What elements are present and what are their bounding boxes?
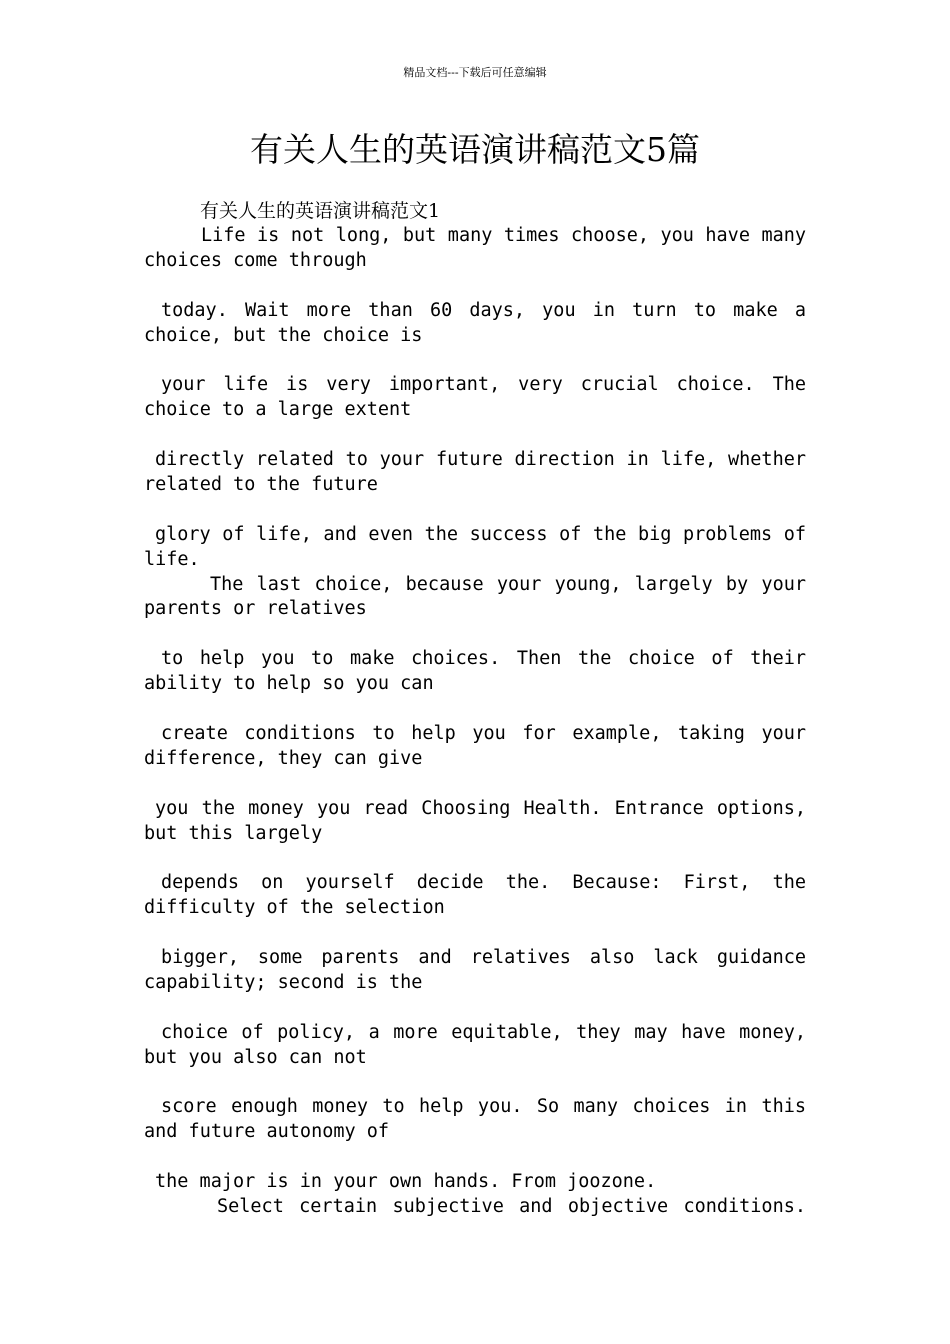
section-heading: 有关人生的英语演讲稿范文1 <box>200 200 441 222</box>
line-gap <box>144 423 806 448</box>
text-line: The last choice, because your young, largely by your <box>210 573 806 595</box>
text-line: choices come through <box>144 249 367 271</box>
text-line: capability; second is the <box>144 971 423 993</box>
text-line: directly related to your future direction in life, whether <box>155 449 806 471</box>
line-gap <box>144 348 806 373</box>
text-line: choice of policy, a more equitable, they may have money, <box>161 1021 806 1043</box>
text-line: choice, but the choice is <box>144 324 423 346</box>
line-gap <box>144 697 806 722</box>
line-gap <box>144 1071 806 1096</box>
text-line: and future autonomy of <box>144 1121 390 1143</box>
text-line: ability to help so you can <box>144 673 434 695</box>
text-line: today. Wait more than 60 days, you in turn to make a <box>161 299 806 321</box>
text-line: life. <box>144 548 200 570</box>
text-line: the major is in your own hands. From joozone. <box>155 1171 657 1193</box>
text-line: but this largely <box>144 822 323 844</box>
document-title: 有关人生的英语演讲稿范文5篇 <box>250 130 700 169</box>
line-gap <box>144 772 806 797</box>
line-gap <box>144 846 806 871</box>
text-line: difference, they can give <box>144 747 423 769</box>
document-body <box>144 199 806 1220</box>
line-gap <box>144 1145 806 1170</box>
line-gap <box>144 498 806 523</box>
line-gap <box>144 622 806 647</box>
line-gap <box>144 921 806 946</box>
text-line: but you also can not <box>144 1046 367 1068</box>
text-line: create conditions to help you for example, taking your <box>161 722 806 744</box>
text-line: depends on yourself decide the. Because: First, the <box>161 872 806 894</box>
line-gap <box>144 274 806 299</box>
text-line: choice to a large extent <box>144 399 412 421</box>
text-line: glory of life, and even the success of the big problems of <box>155 523 806 545</box>
text-line: related to the future <box>144 473 378 495</box>
text-line: Life is not long, but many times choose, you have many <box>201 224 806 246</box>
text-line: you the money you read Choosing Health. Entrance options, <box>155 797 806 819</box>
text-line: bigger, some parents and relatives also lack guidance <box>161 947 806 969</box>
text-line: to help you to make choices. Then the choice of their <box>161 648 806 670</box>
text-line: parents or relatives <box>144 598 367 620</box>
line-gap <box>144 996 806 1021</box>
text-line: Select certain subjective and objective conditions. <box>217 1196 806 1218</box>
text-line: your life is very important, very crucial choice. The <box>161 374 806 396</box>
text-line: score enough money to help you. So many choices in this <box>161 1096 806 1118</box>
page-header-note: 精品文档---下载后可任意编辑 <box>403 66 547 79</box>
text-line: difficulty of the selection <box>144 897 445 919</box>
